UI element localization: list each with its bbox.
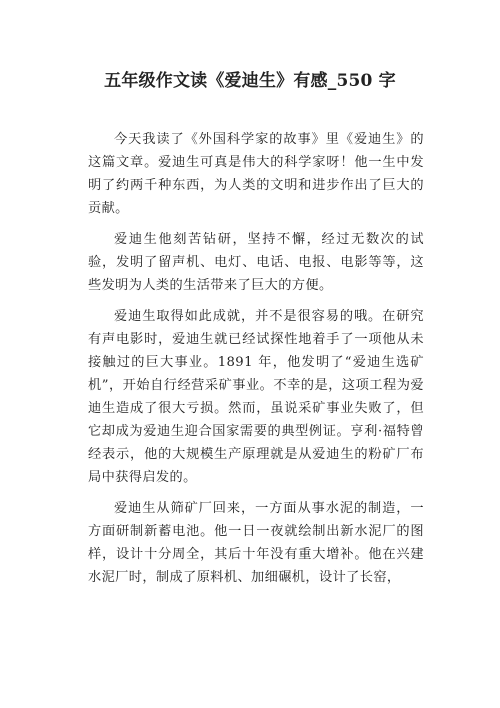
document-body [88,128,424,597]
paragraph-1: 今天我读了《外国科学家的故事》里《爱迪生》的这篇文章。爱迪生可真是伟大的科学家呀！他一生中发明了约两千种东西，为人类的文明和进步作出了巨大的贡献。 [88,132,424,216]
paragraph-4: 爱迪生从筛矿厂回来，一方面从事水泥的制造，一方面研制新蓄电池。他一日一夜就绘制出新水泥厂的图样，设计十分周全，其后十年没有重大增补。他在兴建水泥厂时，制成了原料机、加细碾机，设计了长窑， [88,501,424,585]
document-title: 五年级作文读《爱迪生》有感_550 字 [104,71,396,91]
paragraph-2: 爱迪生他刻苦钻研，坚持不懈，经过无数次的试验，发明了留声机、电灯、电话、电报、电影等等，这些发明为人类的生活带来了巨大的方便。 [88,232,424,293]
paragraph-3: 爱迪生取得如此成就，并不是很容易的哦。在研究有声电影时，爱迪生就已经试探性地着手了一项他从未接触过的巨大事业。1891 年，他发明了“爱迪生选矿机”，开始自行经营采矿事业。不幸的是，这项工程为爱迪生造成了很大亏损。然而，虽说采矿事业失败了，但它却成为爱迪生迎合国家需要的典型例证。亨利·福特曾经表示，他的大规模生产原理就是从爱迪生的粉矿厂布局中获得启发的。 [88,309,424,485]
